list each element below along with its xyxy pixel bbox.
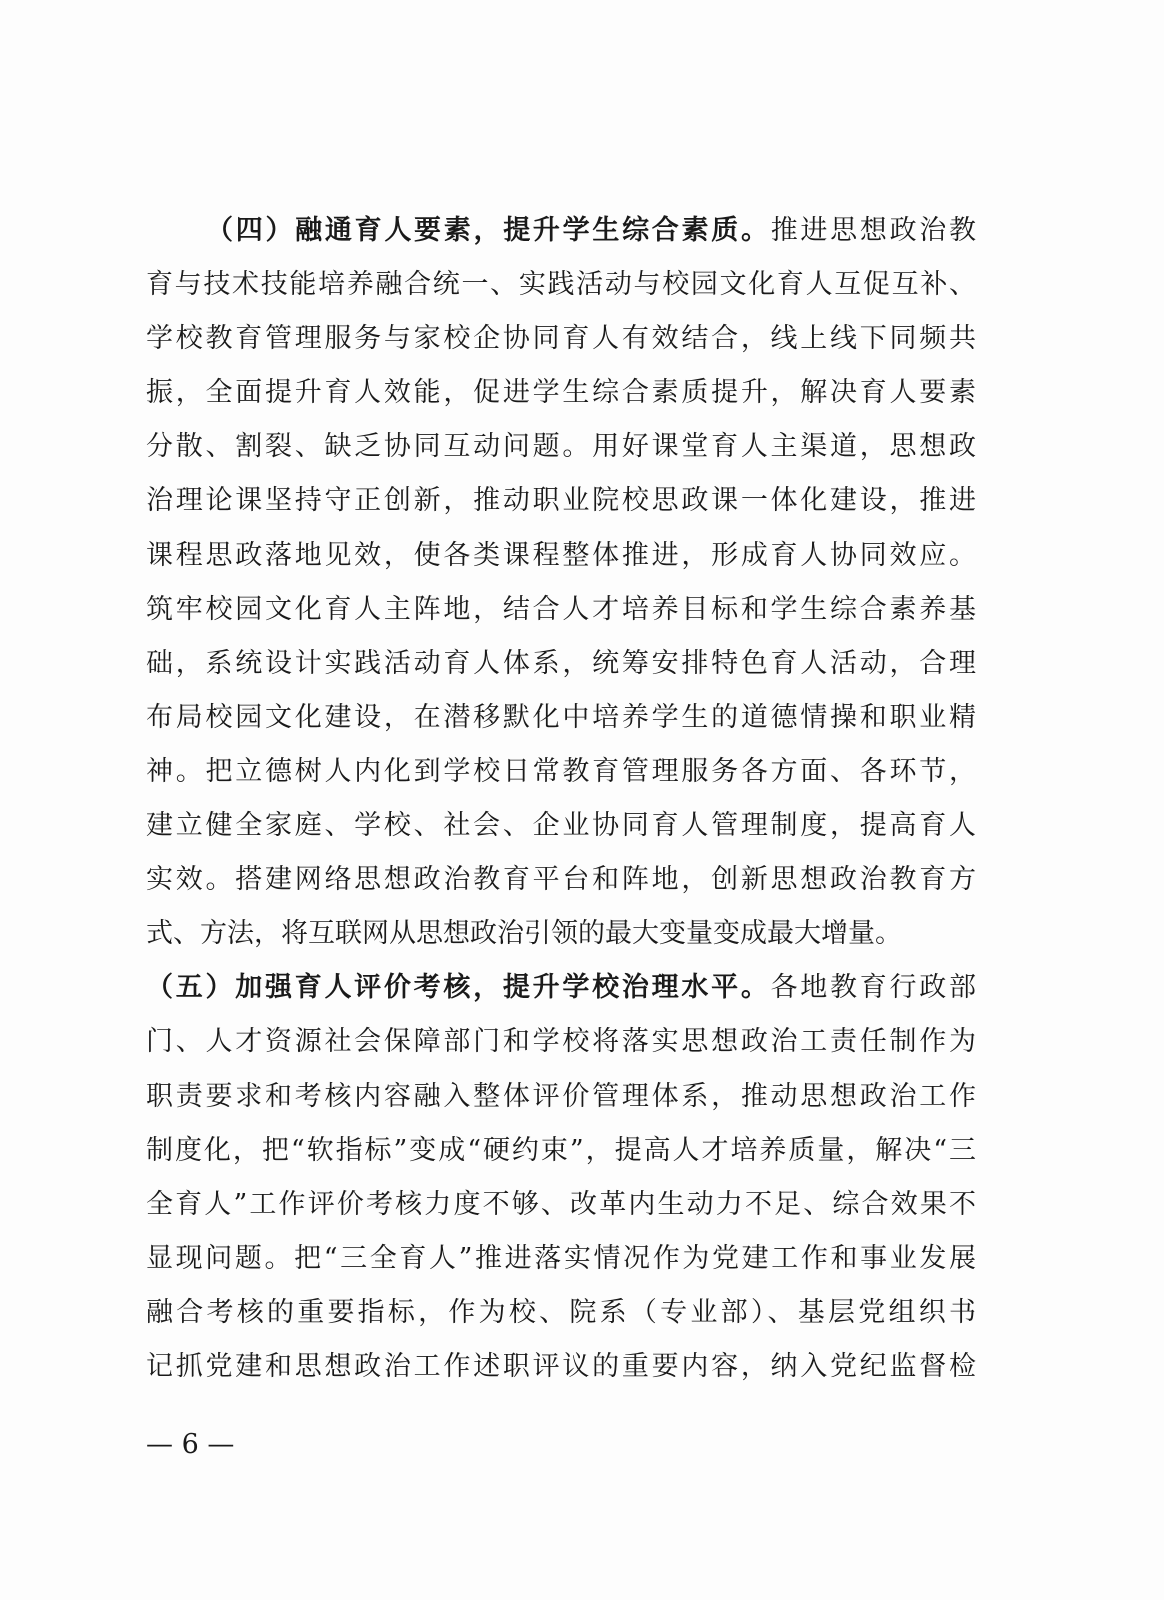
paragraph-line: 础，系统设计实践活动育人体系，统筹安排特色育人活动，合理 xyxy=(146,647,976,679)
paragraph-line: 课程思政落地见效，使各类课程整体推进，形成育人协同效应。 xyxy=(146,539,976,571)
paragraph-line: 筑牢校园文化育人主阵地，结合人才培养目标和学生综合素养基 xyxy=(146,593,976,625)
line-text: 各地教育行政部 xyxy=(770,972,976,1004)
paragraph-line: 育与技术技能培养融合统一、实践活动与校园文化育人互促互补、 xyxy=(146,269,976,301)
paragraph-line: 显现问题。把“三全育人”推进落实情况作为党建工作和事业发展 xyxy=(146,1242,976,1274)
section-heading: （四）融通育人要素，提升学生综合素质。 xyxy=(206,215,771,246)
paragraph-line xyxy=(146,204,976,258)
paragraph-line: 融合考核的重要指标，作为校、院系（专业部）、基层党组织书 xyxy=(146,1296,976,1328)
line-text: 推进思想政治教 xyxy=(770,215,976,246)
paragraph-line: 学校教育管理服务与家校企协同育人有效结合，线上线下同频共 xyxy=(146,323,976,355)
paragraph-line: 式、方法，将互联网从思想政治引领的最大变量变成最大增量。 xyxy=(146,918,902,950)
paragraph-line: 布局校园文化建设，在潜移默化中培养学生的道德情操和职业精 xyxy=(146,701,976,733)
paragraph-line: 实效。搭建网络思想政治教育平台和阵地，创新思想政治教育方 xyxy=(146,864,976,896)
section-heading: （五）加强育人评价考核，提升学校治理水平。 xyxy=(146,972,771,1004)
paragraph-line: 制度化，把“软指标”变成“硬约束”，提高人才培养质量，解决“三 xyxy=(146,1134,976,1166)
paragraph-line: 治理论课坚持守正创新，推动职业院校思政课一体化建设，推进 xyxy=(146,485,976,517)
paragraph-line: 全育人”工作评价考核力度不够、改革内生动力不足、综合效果不 xyxy=(146,1188,976,1220)
paragraph-line: 记抓党建和思想政治工作述职评议的重要内容，纳入党纪监督检 xyxy=(146,1350,976,1382)
body-text xyxy=(146,204,976,1394)
paragraph-line: 门、人才资源社会保障部门和学校将落实思想政治工责任制作为 xyxy=(146,1026,976,1058)
paragraph-line: 神。把立德树人内化到学校日常教育管理服务各方面、各环节， xyxy=(146,755,976,787)
paragraph-line: 建立健全家庭、学校、社会、企业协同育人管理制度，提高育人 xyxy=(146,810,976,842)
paragraph-line xyxy=(146,961,976,1015)
paragraph-line: 分散、割裂、缺乏协同互动问题。用好课堂育人主渠道，思想政 xyxy=(146,431,976,463)
page-number: — 6 — xyxy=(146,1429,235,1460)
paragraph-line: 振，全面提升育人效能，促进学生综合素质提升，解决育人要素 xyxy=(146,377,976,409)
paragraph-line: 职责要求和考核内容融入整体评价管理体系，推动思想政治工作 xyxy=(146,1080,976,1112)
